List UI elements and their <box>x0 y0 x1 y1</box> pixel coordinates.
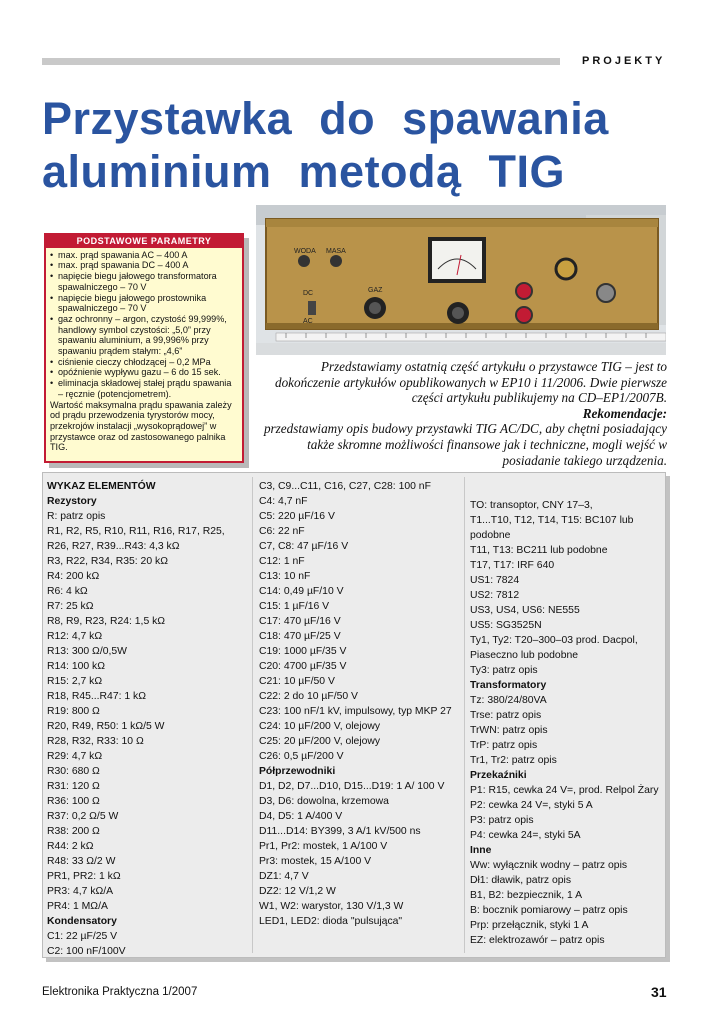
component-entry: R15: 2,7 kΩ <box>47 676 103 687</box>
component-entry: R28, R32, R33: 10 Ω <box>47 736 144 747</box>
component-entry: US2: 7812 <box>470 590 520 601</box>
component-entry: C3, C9...C11, C16, C27, C28: 100 nF <box>259 481 431 492</box>
component-entry: R31: 120 Ω <box>47 781 100 792</box>
component-entry: C6: 22 nF <box>259 526 305 537</box>
component-entry: R19: 800 Ω <box>47 706 100 717</box>
component-entry: B: bocznik pomiarowy – patrz opis <box>470 905 628 916</box>
component-entry: US3, US4, US6: NE555 <box>470 605 580 616</box>
component-entry: R1, R2, R5, R10, R11, R16, R17, R25, R26, R27, R39...R43: 4,3 kΩ <box>47 526 225 552</box>
component-entry: US5: SG3525N <box>470 620 542 631</box>
device-illustration <box>256 205 666 355</box>
components-list-box <box>42 472 666 958</box>
component-entry: P1: R15, cewka 24 V=, prod. Relpol Żary <box>470 785 659 796</box>
component-entry: DZ1: 4,7 V <box>259 871 309 882</box>
component-entry: R20, R49, R50: 1 kΩ/5 W <box>47 721 165 732</box>
component-entry: R6: 4 kΩ <box>47 586 88 597</box>
parameters-heading: PODSTAWOWE PARAMETRY <box>46 235 242 248</box>
components-heading: Półprzewodniki <box>259 766 336 777</box>
component-entry: C15: 1 µF/16 V <box>259 601 330 612</box>
parameters-note: Wartość maksymalna prądu spawania zależy od prądu przewodzenia tyrystorów mocy, przekrojów instalacji „wysokoprądowej” w przystawce oraz od zastosowanego palnika TIG. <box>50 399 232 453</box>
parameter-item: • max. prąd spawania AC – 400 A <box>50 250 238 261</box>
parameter-item: • napięcie biegu jałowego prostownika spawalniczego – 70 V <box>50 293 238 314</box>
components-heading: WYKAZ ELEMENTÓW <box>47 481 156 492</box>
parameter-item: • max. prąd spawania DC – 400 A <box>50 260 238 271</box>
parameter-item: • gaz ochronny – argon, czystość 99,999%, handlowy symbol czystości: „5,0” przy spawaniu aluminium, a 99,996% przy spawaniu prądem stałym: „4,6” <box>50 314 238 357</box>
component-entry: Ty1, Ty2: T20–300–03 prod. Dacpol, Piaseczno lub podobne <box>470 635 638 661</box>
component-entry: LED1, LED2: dioda "pulsująca" <box>259 916 403 927</box>
parameter-item: • napięcie biegu jałowego transformatora spawalniczego – 70 V <box>50 271 238 292</box>
component-entry: P2: cewka 24 V=, styki 5 A <box>470 800 593 811</box>
component-entry: D3, D6: dowolna, krzemowa <box>259 796 389 807</box>
photo-label-gaz: GAZ <box>368 287 383 294</box>
component-entry: PR3: 4,7 kΩ/A <box>47 886 114 897</box>
page-number: 31 <box>651 984 667 1000</box>
component-entry: R37: 0,2 Ω/5 W <box>47 811 119 822</box>
component-entry: C1: 22 µF/25 V <box>47 931 118 942</box>
component-entry: D1, D2, D7...D10, D15...D19: 1 A/ 100 V <box>259 781 445 792</box>
recommendation-text: przedstawiamy opis budowy przystawki TIG AC/DC, aby chętni posiadający także skromne możliwości finansowe jak i techniczne, mogli wejść w posiadanie takiego urządzenia. <box>263 421 667 468</box>
component-entry: R44: 2 kΩ <box>47 841 94 852</box>
parameters-list <box>46 250 242 400</box>
component-entry: C5: 220 µF/16 V <box>259 511 335 522</box>
component-entry: Pr3: mostek, 15 A/100 V <box>259 856 372 867</box>
component-entry: W1, W2: warystor, 130 V/1,3 W <box>259 901 404 912</box>
component-entry: PR4: 1 MΩ/A <box>47 901 108 912</box>
component-entry: R4: 200 kΩ <box>47 571 100 582</box>
photo-label-dc: DC <box>303 290 314 297</box>
recommendation-label: Rekomendacje: <box>582 405 667 421</box>
parameter-item: • ciśnienie cieczy chłodzącej – 0,2 MPa <box>50 357 238 368</box>
component-entry: R: patrz opis <box>47 511 106 522</box>
article-title <box>42 92 682 198</box>
component-entry: C4: 4,7 nF <box>259 496 308 507</box>
component-entry: PR1, PR2: 1 kΩ <box>47 871 121 882</box>
component-entry: R29: 4,7 kΩ <box>47 751 103 762</box>
component-entry: C12: 1 nF <box>259 556 305 567</box>
component-entry: T17, T17: IRF 640 <box>470 560 555 571</box>
parameter-item: • opóźnienie wypływu gazu – 6 do 15 sek. <box>50 367 238 378</box>
component-entry: Ty3: patrz opis <box>470 665 538 676</box>
component-entry: TrP: patrz opis <box>470 740 538 751</box>
component-entry: C20: 4700 µF/35 V <box>259 661 347 672</box>
component-entry: R36: 100 Ω <box>47 796 100 807</box>
component-entry: Prp: przełącznik, styki 1 A <box>470 920 589 931</box>
components-heading: Rezystory <box>47 496 97 507</box>
section-label: PROJEKTY <box>582 55 666 67</box>
component-entry: C21: 10 µF/50 V <box>259 676 335 687</box>
component-entry: C22: 2 do 10 µF/50 V <box>259 691 358 702</box>
components-heading: Transformatory <box>470 680 547 691</box>
lead-text: Przedstawiamy ostatnią część artykułu o przystawce TIG – jest to dokończenie artykułów opublikowanych w EP10 i 11/2006. Dwie pierwsze części artykułu publikujemy na CD–EP1/2007B. <box>274 359 667 406</box>
component-entry: R38: 200 Ω <box>47 826 100 837</box>
component-entry: B1, B2: bezpiecznik, 1 A <box>470 890 583 901</box>
component-entry: C18: 470 µF/25 V <box>259 631 341 642</box>
component-entry: Pr1, Pr2: mostek, 1 A/100 V <box>259 841 388 852</box>
component-entry: R14: 100 kΩ <box>47 661 106 672</box>
component-entry: TO: transoptor, CNY 17–3, <box>470 500 593 511</box>
components-heading: Inne <box>470 845 492 856</box>
journal-footer: Elektronika Praktyczna 1/2007 <box>42 986 198 998</box>
column-divider <box>252 477 253 953</box>
component-entry: C17: 470 µF/16 V <box>259 616 341 627</box>
component-entry: C23: 100 nF/1 kV, impulsowy, typ MKP 27 <box>259 706 452 717</box>
photo-label-woda: WODA <box>294 248 316 255</box>
component-entry: R30: 680 Ω <box>47 766 100 777</box>
title-line-2: aluminium metodą TIG <box>42 146 566 197</box>
components-heading: Przekaźniki <box>470 770 527 781</box>
photo-label-masa: MASA <box>326 248 346 255</box>
header-rule <box>42 58 560 65</box>
component-entry: R48: 33 Ω/2 W <box>47 856 116 867</box>
component-entry: P3: patrz opis <box>470 815 534 826</box>
component-entry: C19: 1000 µF/35 V <box>259 646 347 657</box>
component-entry: C14: 0,49 µF/10 V <box>259 586 344 597</box>
component-entry: Dł1: dławik, patrz opis <box>470 875 572 886</box>
component-entry: Trse: patrz opis <box>470 710 542 721</box>
components-column-2 <box>259 479 461 929</box>
component-entry: R7: 25 kΩ <box>47 601 94 612</box>
component-entry: Ww: wyłącznik wodny – patrz opis <box>470 860 628 871</box>
component-entry: Tz: 380/24/80VA <box>470 695 547 706</box>
component-entry: R18, R45...R47: 1 kΩ <box>47 691 147 702</box>
component-entry: D4, D5: 1 A/400 V <box>259 811 343 822</box>
components-column-1 <box>47 479 245 959</box>
component-entry: C24: 10 µF/200 V, olejowy <box>259 721 381 732</box>
title-line-1: Przystawka do spawania <box>42 93 609 144</box>
column-divider <box>464 477 465 953</box>
component-entry: P4: cewka 24=, styki 5A <box>470 830 581 841</box>
component-entry: TrWN: patrz opis <box>470 725 548 736</box>
component-entry: Tr1, Tr2: patrz opis <box>470 755 557 766</box>
component-entry: C25: 20 µF/200 V, olejowy <box>259 736 381 747</box>
component-entry: US1: 7824 <box>470 575 520 586</box>
component-entry: C26: 0,5 µF/200 V <box>259 751 344 762</box>
components-column-3 <box>470 498 664 948</box>
photo-label-ac: AC <box>303 318 313 325</box>
device-photo <box>256 205 666 355</box>
component-entry: R3, R22, R34, R35: 20 kΩ <box>47 556 168 567</box>
component-entry: DZ2: 12 V/1,2 W <box>259 886 336 897</box>
component-entry: R13: 300 Ω/0,5W <box>47 646 127 657</box>
components-heading: Kondensatory <box>47 916 117 927</box>
article-lead <box>262 359 667 468</box>
component-entry: T11, T13: BC211 lub podobne <box>470 545 608 556</box>
component-entry: T1...T10, T12, T14, T15: BC107 lub podobne <box>470 515 634 541</box>
component-entry: R12: 4,7 kΩ <box>47 631 103 642</box>
parameters-box <box>44 233 244 463</box>
parameter-item: • eliminacja składowej stałej prądu spawania – ręcznie (potencjometrem). <box>50 378 238 399</box>
component-entry: C13: 10 nF <box>259 571 311 582</box>
component-entry: EZ: elektrozawór – patrz opis <box>470 935 605 946</box>
component-entry: D11...D14: BY399, 3 A/1 kV/500 ns <box>259 826 421 837</box>
component-entry: C7, C8: 47 µF/16 V <box>259 541 349 552</box>
component-entry: C2: 100 nF/100V <box>47 946 126 957</box>
component-entry: R8, R9, R23, R24: 1,5 kΩ <box>47 616 166 627</box>
